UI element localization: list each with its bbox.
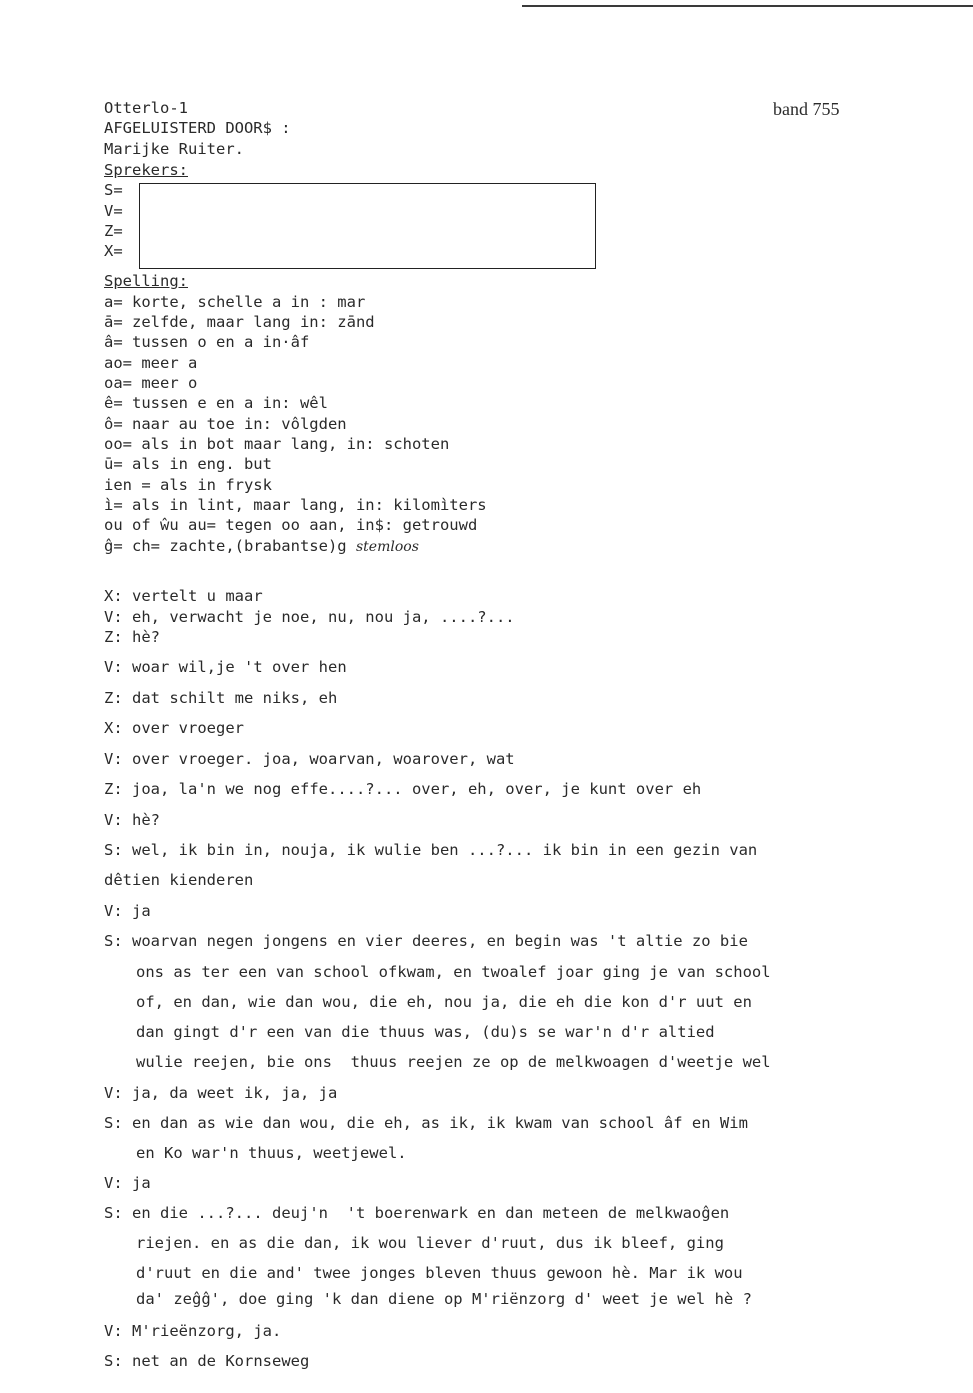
- speaker-code: V=: [104, 202, 123, 220]
- speaker-tag: V:: [104, 750, 123, 768]
- spelling-rule: ê= tussen e en a in: wêl: [104, 394, 328, 412]
- dialogue-line: [104, 780, 701, 798]
- spelling-rule: ā= zelfde, maar lang in: zānd: [104, 313, 375, 331]
- speaker-code: Z=: [104, 222, 123, 240]
- dialogue-line: [104, 841, 757, 859]
- speaker-tag: S:: [104, 1204, 123, 1222]
- utterance: vertelt u maar: [132, 587, 263, 605]
- utterance: hè?: [132, 628, 161, 646]
- speaker-code: S=: [104, 181, 123, 199]
- dialogue-continuation: da' zeĝĝ', doe ging 'k dan diene op M'riënzorg d' weet je wel hè ?: [136, 1290, 752, 1308]
- utterance: eh, verwacht je noe, nu, nou ja, ....?...: [132, 608, 515, 626]
- dialogue-continuation: dan gingt d'r een van die thuus was, (du)s se war'n d'r altied: [136, 1023, 715, 1041]
- dialogue-continuation: wulie reejen, bie ons thuus reejen ze op de melkwoagen d'weetje wel: [136, 1053, 771, 1071]
- top-rule: [522, 5, 973, 7]
- utterance: hè?: [132, 811, 161, 829]
- speaker-tag: Z:: [104, 780, 123, 798]
- utterance: over vroeger. joa, woarvan, woarover, wat: [132, 750, 515, 768]
- listened-by-label: AFGELUISTERD DOOR$ :: [104, 119, 291, 137]
- speaker-tag: V:: [104, 1084, 123, 1102]
- spelling-rule: ien = als in frysk: [104, 476, 272, 494]
- speaker-tag: V:: [104, 608, 123, 626]
- spelling-rule: ô= naar au toe in: vôlgden: [104, 415, 347, 433]
- spelling-rule-last: [104, 537, 419, 556]
- speakers-label: Sprekers:: [104, 161, 188, 179]
- spelling-rule: oo= als in bot maar lang, in: schoten: [104, 435, 450, 453]
- utterance: over vroeger: [132, 719, 244, 737]
- dialogue-continuation: riejen. en as die dan, ik wou liever d'ruut, dus ik bleef, ging: [136, 1234, 724, 1252]
- dialogue-line: [104, 1352, 309, 1370]
- spelling-rule: ou of ŵu au= tegen oo aan, in$: getrouwd: [104, 516, 478, 534]
- utterance: joa, la'n we nog effe....?... over, eh, over, je kunt over eh: [132, 780, 702, 798]
- dialogue-continuation: of, en dan, wie dan wou, die eh, nou ja, die eh die kon d'r uut en: [136, 993, 752, 1011]
- spelling-rule-text: ĝ= ch= zachte,(brabantse)g: [104, 537, 347, 555]
- spelling-rule: ū= als in eng. but: [104, 455, 272, 473]
- utterance: ja: [132, 1174, 151, 1192]
- dialogue-line: [104, 1322, 281, 1340]
- utterance: ja: [132, 902, 151, 920]
- spelling-label: Spelling:: [104, 272, 188, 290]
- spelling-rule: ì= als in lint, maar lang, in: kilomìters: [104, 496, 487, 514]
- speaker-tag: V:: [104, 1174, 123, 1192]
- spelling-rule: oa= meer o: [104, 374, 198, 392]
- utterance: woarvan negen jongens en vier deeres, en begin was 't altie zo bie: [132, 932, 748, 950]
- speaker-tag: V:: [104, 902, 123, 920]
- spelling-rule: a= korte, schelle a in : mar: [104, 293, 366, 311]
- utterance: ja, da weet ik, ja, ja: [132, 1084, 338, 1102]
- speaker-tag: X:: [104, 719, 123, 737]
- dialogue-line: [104, 750, 515, 768]
- speaker-tag: Z:: [104, 628, 123, 646]
- place-heading: Otterlo-1: [104, 99, 188, 117]
- speaker-tag: Z:: [104, 689, 123, 707]
- speaker-code: X=: [104, 242, 123, 260]
- dialogue-line: [104, 608, 515, 626]
- speaker-tag: S:: [104, 1114, 123, 1132]
- spelling-rule: â= tussen o en a in·âf: [104, 333, 310, 351]
- redaction-box: [139, 183, 596, 269]
- speaker-tag: V:: [104, 658, 123, 676]
- utterance: dat schilt me niks, eh: [132, 689, 338, 707]
- dialogue-line: [104, 587, 263, 605]
- spelling-rule: ao= meer a: [104, 354, 198, 372]
- dialogue-line: [104, 1084, 337, 1102]
- dialogue-line: [104, 689, 337, 707]
- utterance: en dan as wie dan wou, die eh, as ik, ik kwam van school âf en Wim: [132, 1114, 748, 1132]
- dialogue-continuation: dêtien kienderen: [104, 871, 254, 889]
- dialogue-line: [104, 811, 160, 829]
- dialogue-line: [104, 1204, 729, 1222]
- speaker-tag: V:: [104, 1322, 123, 1340]
- dialogue-line: [104, 1114, 748, 1132]
- dialogue-line: [104, 902, 151, 920]
- utterance: wel, ik bin in, nouja, ik wulie ben ...?... ik bin in een gezin van: [132, 841, 758, 859]
- speaker-tag: S:: [104, 932, 123, 950]
- dialogue-continuation: ons as ter een van school ofkwam, en twoalef joar ging je van school: [136, 963, 771, 981]
- dialogue-continuation: en Ko war'n thuus, weetjewel.: [136, 1144, 407, 1162]
- speaker-tag: S:: [104, 841, 123, 859]
- speaker-tag: V:: [104, 811, 123, 829]
- dialogue-continuation: d'ruut en die and' twee jonges bleven thuus gewoon hè. Mar ik wou: [136, 1264, 743, 1282]
- utterance: M'rieënzorg, ja.: [132, 1322, 282, 1340]
- band-number: band 755: [773, 99, 840, 119]
- dialogue-line: [104, 1174, 151, 1192]
- speaker-tag: X:: [104, 587, 123, 605]
- dialogue-line: [104, 932, 748, 950]
- dialogue-line: [104, 658, 347, 676]
- dialogue-line: [104, 628, 160, 646]
- listened-by-name: Marijke Ruiter.: [104, 140, 244, 158]
- utterance: woar wil,je 't over hen: [132, 658, 347, 676]
- speaker-tag: S:: [104, 1352, 123, 1370]
- dialogue-line: [104, 719, 244, 737]
- utterance: en die ...?... deuj'n 't boerenwark en dan meteen de melkwaoĝen: [132, 1204, 730, 1222]
- utterance: net an de Kornseweg: [132, 1352, 310, 1370]
- handwritten-note: stemloos: [355, 539, 419, 555]
